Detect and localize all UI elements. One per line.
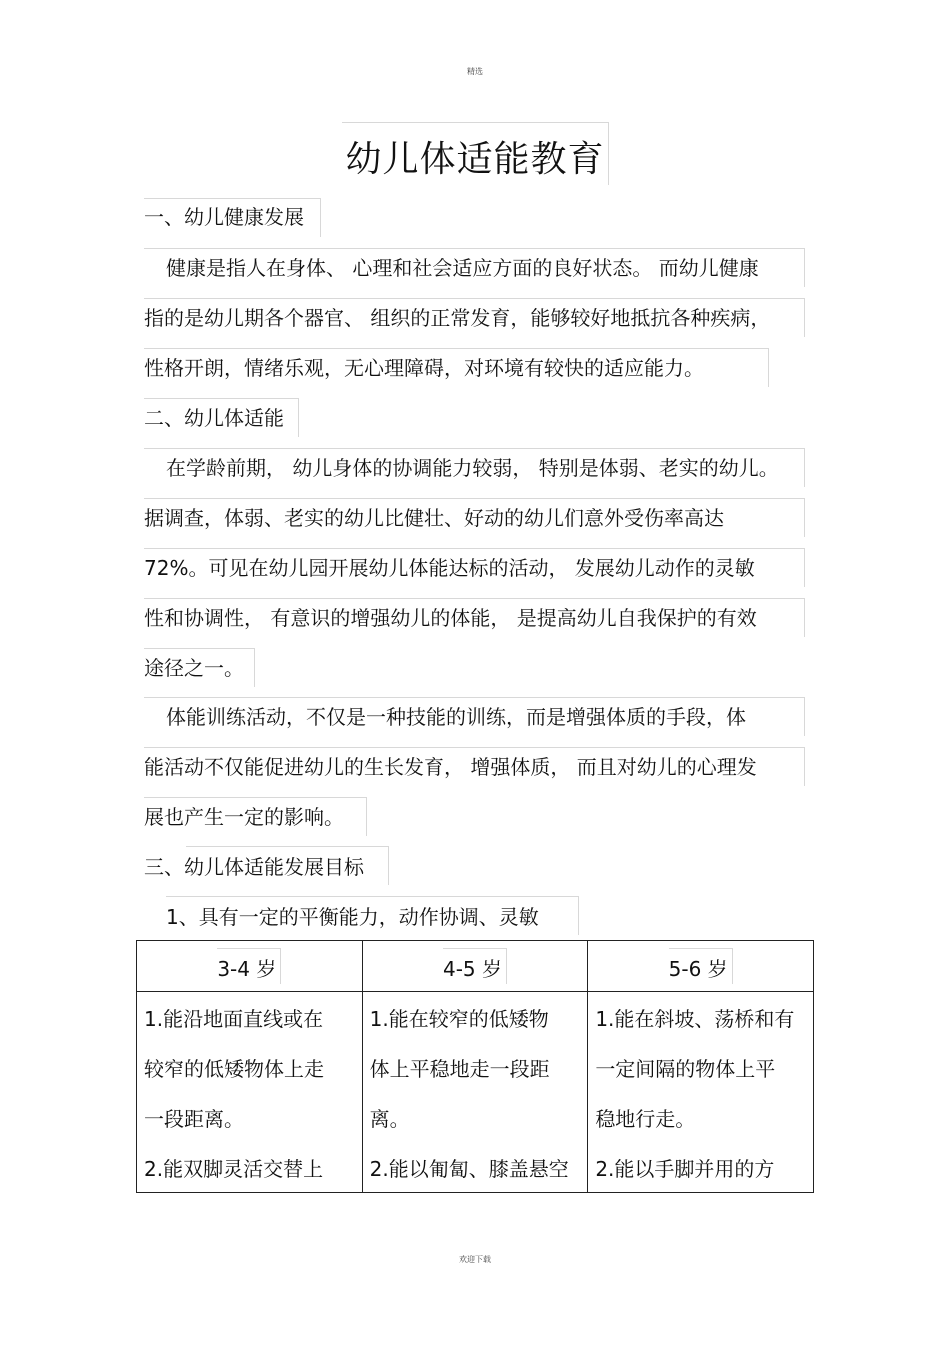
fitness-paragraph-line: 性和协调性， 有意识的增强幼儿的体能， 是提高幼儿自我保护的有效 — [144, 606, 757, 630]
training-paragraph-line: 体能训练活动，不仅是一种技能的训练，而是增强体质的手段，体 — [166, 705, 746, 729]
goals-table — [136, 940, 814, 1193]
document-title: 幼儿体适能教育 — [345, 139, 605, 180]
cell-text-line: 2.能以匍匐、膝盖悬空 — [369, 1157, 569, 1181]
health-paragraph-line: 性格开朗，情绪乐观，无心理障碍，对环境有较快的适应能力。 — [144, 356, 704, 380]
age-4-5-cell — [362, 992, 588, 1193]
cell-text-line: 一段距离。 — [144, 1107, 244, 1131]
table-header-row — [137, 941, 814, 992]
cell-text-line: 一定间隔的物体上平 — [595, 1057, 776, 1081]
section-heading-3: 三、幼儿体适能发展目标 — [144, 855, 364, 879]
health-paragraph-line: 健康是指人在身体、 心理和社会适应方面的良好状态。 而幼儿健康 — [166, 256, 759, 280]
cell-text-line: 较窄的低矮物体上走 — [144, 1057, 324, 1081]
age-4-5-header: 4-5 岁 — [362, 941, 588, 992]
health-paragraph-line: 指的是幼儿期各个器官、 组织的正常发育，能够较好地抵抗各种疾病， — [144, 306, 771, 330]
age-3-4-cell — [137, 992, 363, 1193]
age-5-6-header: 5-6 岁 — [588, 941, 814, 992]
section-heading-1: 一、幼儿健康发展 — [144, 205, 304, 229]
age-3-4-header: 3-4 岁 — [137, 941, 363, 992]
cell-text-line: 1.能沿地面直线或在 — [144, 1007, 324, 1031]
section-heading-2: 二、幼儿体适能 — [144, 406, 284, 430]
fitness-paragraph-line: 在学龄前期， 幼儿身体的协调能力较弱， 特别是体弱、老实的幼儿。 — [166, 456, 779, 480]
cell-text-line: 离。 — [369, 1107, 410, 1131]
cell-text-line: 1.能在斜坡、荡桥和有 — [595, 1007, 795, 1031]
fitness-paragraph-line: 途径之一。 — [144, 656, 244, 680]
goal-heading: 1、具有一定的平衡能力，动作协调、灵敏 — [166, 905, 539, 929]
cell-text-line: 稳地行走。 — [595, 1107, 696, 1131]
cell-text-line: 1.能在较窄的低矮物 — [369, 1007, 549, 1031]
training-paragraph-line: 能活动不仅能促进幼儿的生长发育， 增强体质， 而且对幼儿的心理发 — [144, 755, 757, 779]
cell-text-line: 体上平稳地走一段距 — [369, 1057, 550, 1081]
page-header: 精选 — [467, 67, 483, 76]
table-row — [137, 992, 814, 1193]
fitness-paragraph-line: 72%。可见在幼儿园开展幼儿体能达标的活动， 发展幼儿动作的灵敏 — [144, 556, 755, 580]
page-footer: 欢迎下载 — [459, 1255, 491, 1264]
cell-text-line: 2.能双脚灵活交替上 — [144, 1157, 324, 1181]
cell-text-line: 2.能以手脚并用的方 — [595, 1157, 775, 1181]
training-paragraph-line: 展也产生一定的影响。 — [144, 805, 344, 829]
fitness-paragraph-line: 据调查，体弱、老实的幼儿比健壮、好动的幼儿们意外受伤率高达 — [144, 506, 724, 530]
age-5-6-cell — [588, 992, 814, 1193]
